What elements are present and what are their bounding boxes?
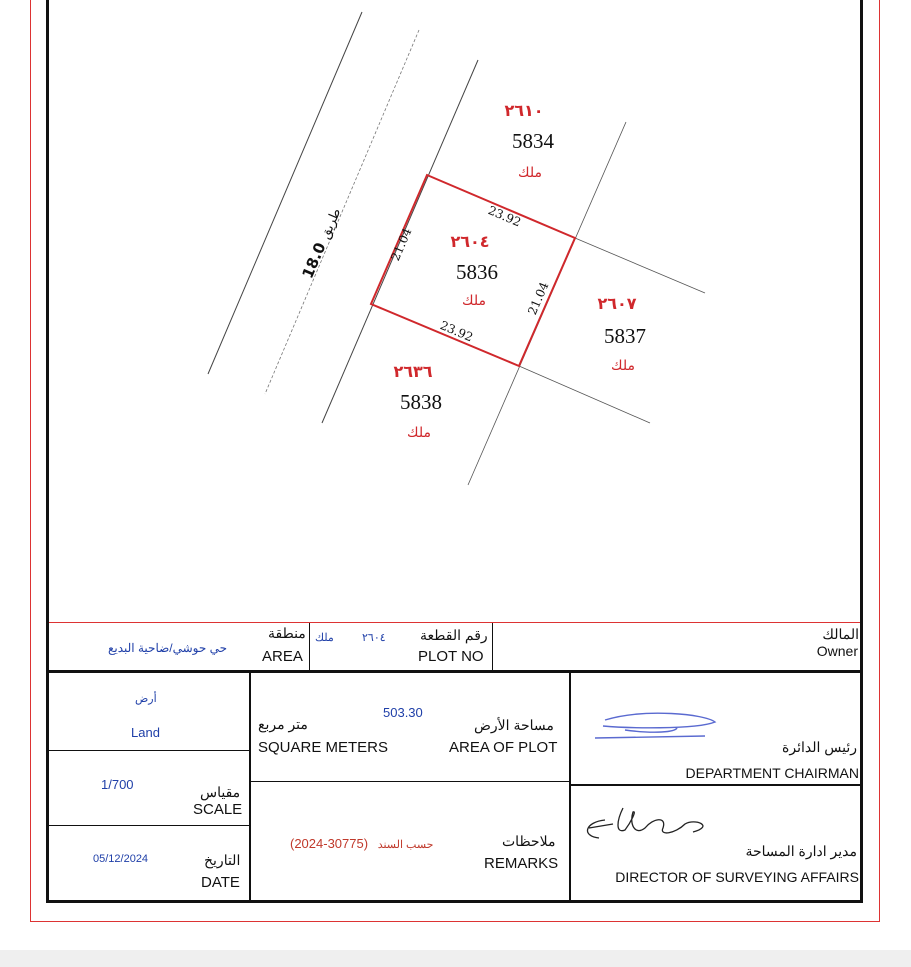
- area-label-ar: منطقة: [268, 625, 306, 641]
- land-label-en: Land: [131, 725, 160, 740]
- table-row-line-left-1: [49, 750, 249, 751]
- info-divider-plot: [492, 623, 493, 670]
- remarks-prefix-ar: حسب السند: [377, 839, 434, 851]
- parcel-line-ne: [575, 238, 705, 293]
- remarks-label-ar: ملاحظات: [502, 833, 556, 849]
- info-row-top-line: [49, 622, 860, 623]
- road-name-text: طريق: [318, 206, 345, 242]
- neighbor-south-code: ٢٦٣٦: [393, 362, 433, 381]
- road-label: [298, 205, 344, 281]
- area-of-plot-label-ar: مساحة الأرض: [474, 717, 554, 733]
- dim-right: 21.04: [525, 279, 552, 317]
- land-label-ar: أرض: [135, 693, 157, 705]
- neighbor-south-number: 5838: [400, 390, 442, 414]
- director-label-en: DIRECTOR OF SURVEYING AFFAIRS: [615, 869, 859, 885]
- scale-label-ar: مقياس: [200, 784, 241, 800]
- date-value: 05/12/2024: [93, 853, 149, 865]
- subject-code: ٢٦٠٤: [450, 232, 490, 251]
- plot-value-owner: ملك: [315, 632, 334, 644]
- subject-ownership: ملك: [462, 293, 486, 309]
- remarks-label-en: REMARKS: [484, 855, 559, 872]
- director-label-ar: مدير ادارة المساحة: [745, 843, 857, 859]
- scale-label-en: SCALE: [193, 801, 243, 818]
- remarks-value: [290, 836, 433, 851]
- table-row-line-left-2: [49, 825, 249, 826]
- neighbor-north-ownership: ملك: [518, 165, 542, 181]
- neighbor-east-code: ٢٦٠٧: [597, 294, 637, 313]
- neighbor-north-code: ٢٦١٠: [504, 101, 544, 120]
- owner-label-en: Owner: [816, 643, 858, 659]
- square-meters-label-en: SQUARE METERS: [258, 739, 389, 756]
- date-label-en: DATE: [201, 874, 240, 891]
- area-label-en: AREA: [262, 648, 303, 665]
- chairman-signature: [585, 708, 725, 748]
- table-divider-1: [249, 673, 251, 900]
- remarks-deed-number: (2024-30775): [290, 836, 369, 851]
- dim-top: 23.92: [486, 203, 524, 230]
- subject-number: 5836: [456, 260, 498, 284]
- neighbor-east-number: 5837: [604, 324, 646, 348]
- table-divider-2: [569, 673, 571, 900]
- scale-value: 1/700: [101, 777, 134, 792]
- road-width-text: 18.0: [298, 239, 330, 282]
- plot-value-code: ٢٦٠٤: [362, 632, 386, 644]
- area-value: حي حوشي/ضاحية البديع: [108, 641, 228, 655]
- area-of-plot-value: 503.30: [383, 705, 423, 720]
- table-row-line-right: [571, 784, 860, 786]
- dim-bottom: 23.92: [438, 318, 476, 345]
- chairman-label-en: DEPARTMENT CHAIRMAN: [685, 765, 859, 781]
- dim-left: 21.04: [388, 225, 415, 263]
- neighbor-east-ownership: ملك: [611, 358, 635, 374]
- parcel-line-se: [519, 366, 650, 423]
- road-edge-left: [208, 12, 362, 374]
- info-divider-area: [309, 623, 310, 670]
- square-meters-label-ar: متر مربع: [258, 716, 308, 732]
- date-label-ar: التاريخ: [204, 852, 241, 868]
- neighbor-south-ownership: ملك: [407, 425, 431, 441]
- chairman-label-ar: رئيس الدائرة: [782, 739, 857, 755]
- info-row-bottom-line: [49, 670, 860, 673]
- director-signature: [575, 800, 725, 848]
- owner-label-ar: المالك: [822, 626, 859, 642]
- plot-no-label-ar: رقم القطعة: [420, 627, 488, 643]
- neighbor-north-number: 5834: [512, 129, 554, 153]
- plot-no-label-en: PLOT NO: [418, 648, 484, 665]
- table-row-line-mid: [251, 781, 569, 782]
- area-of-plot-label-en: AREA OF PLOT: [449, 739, 558, 756]
